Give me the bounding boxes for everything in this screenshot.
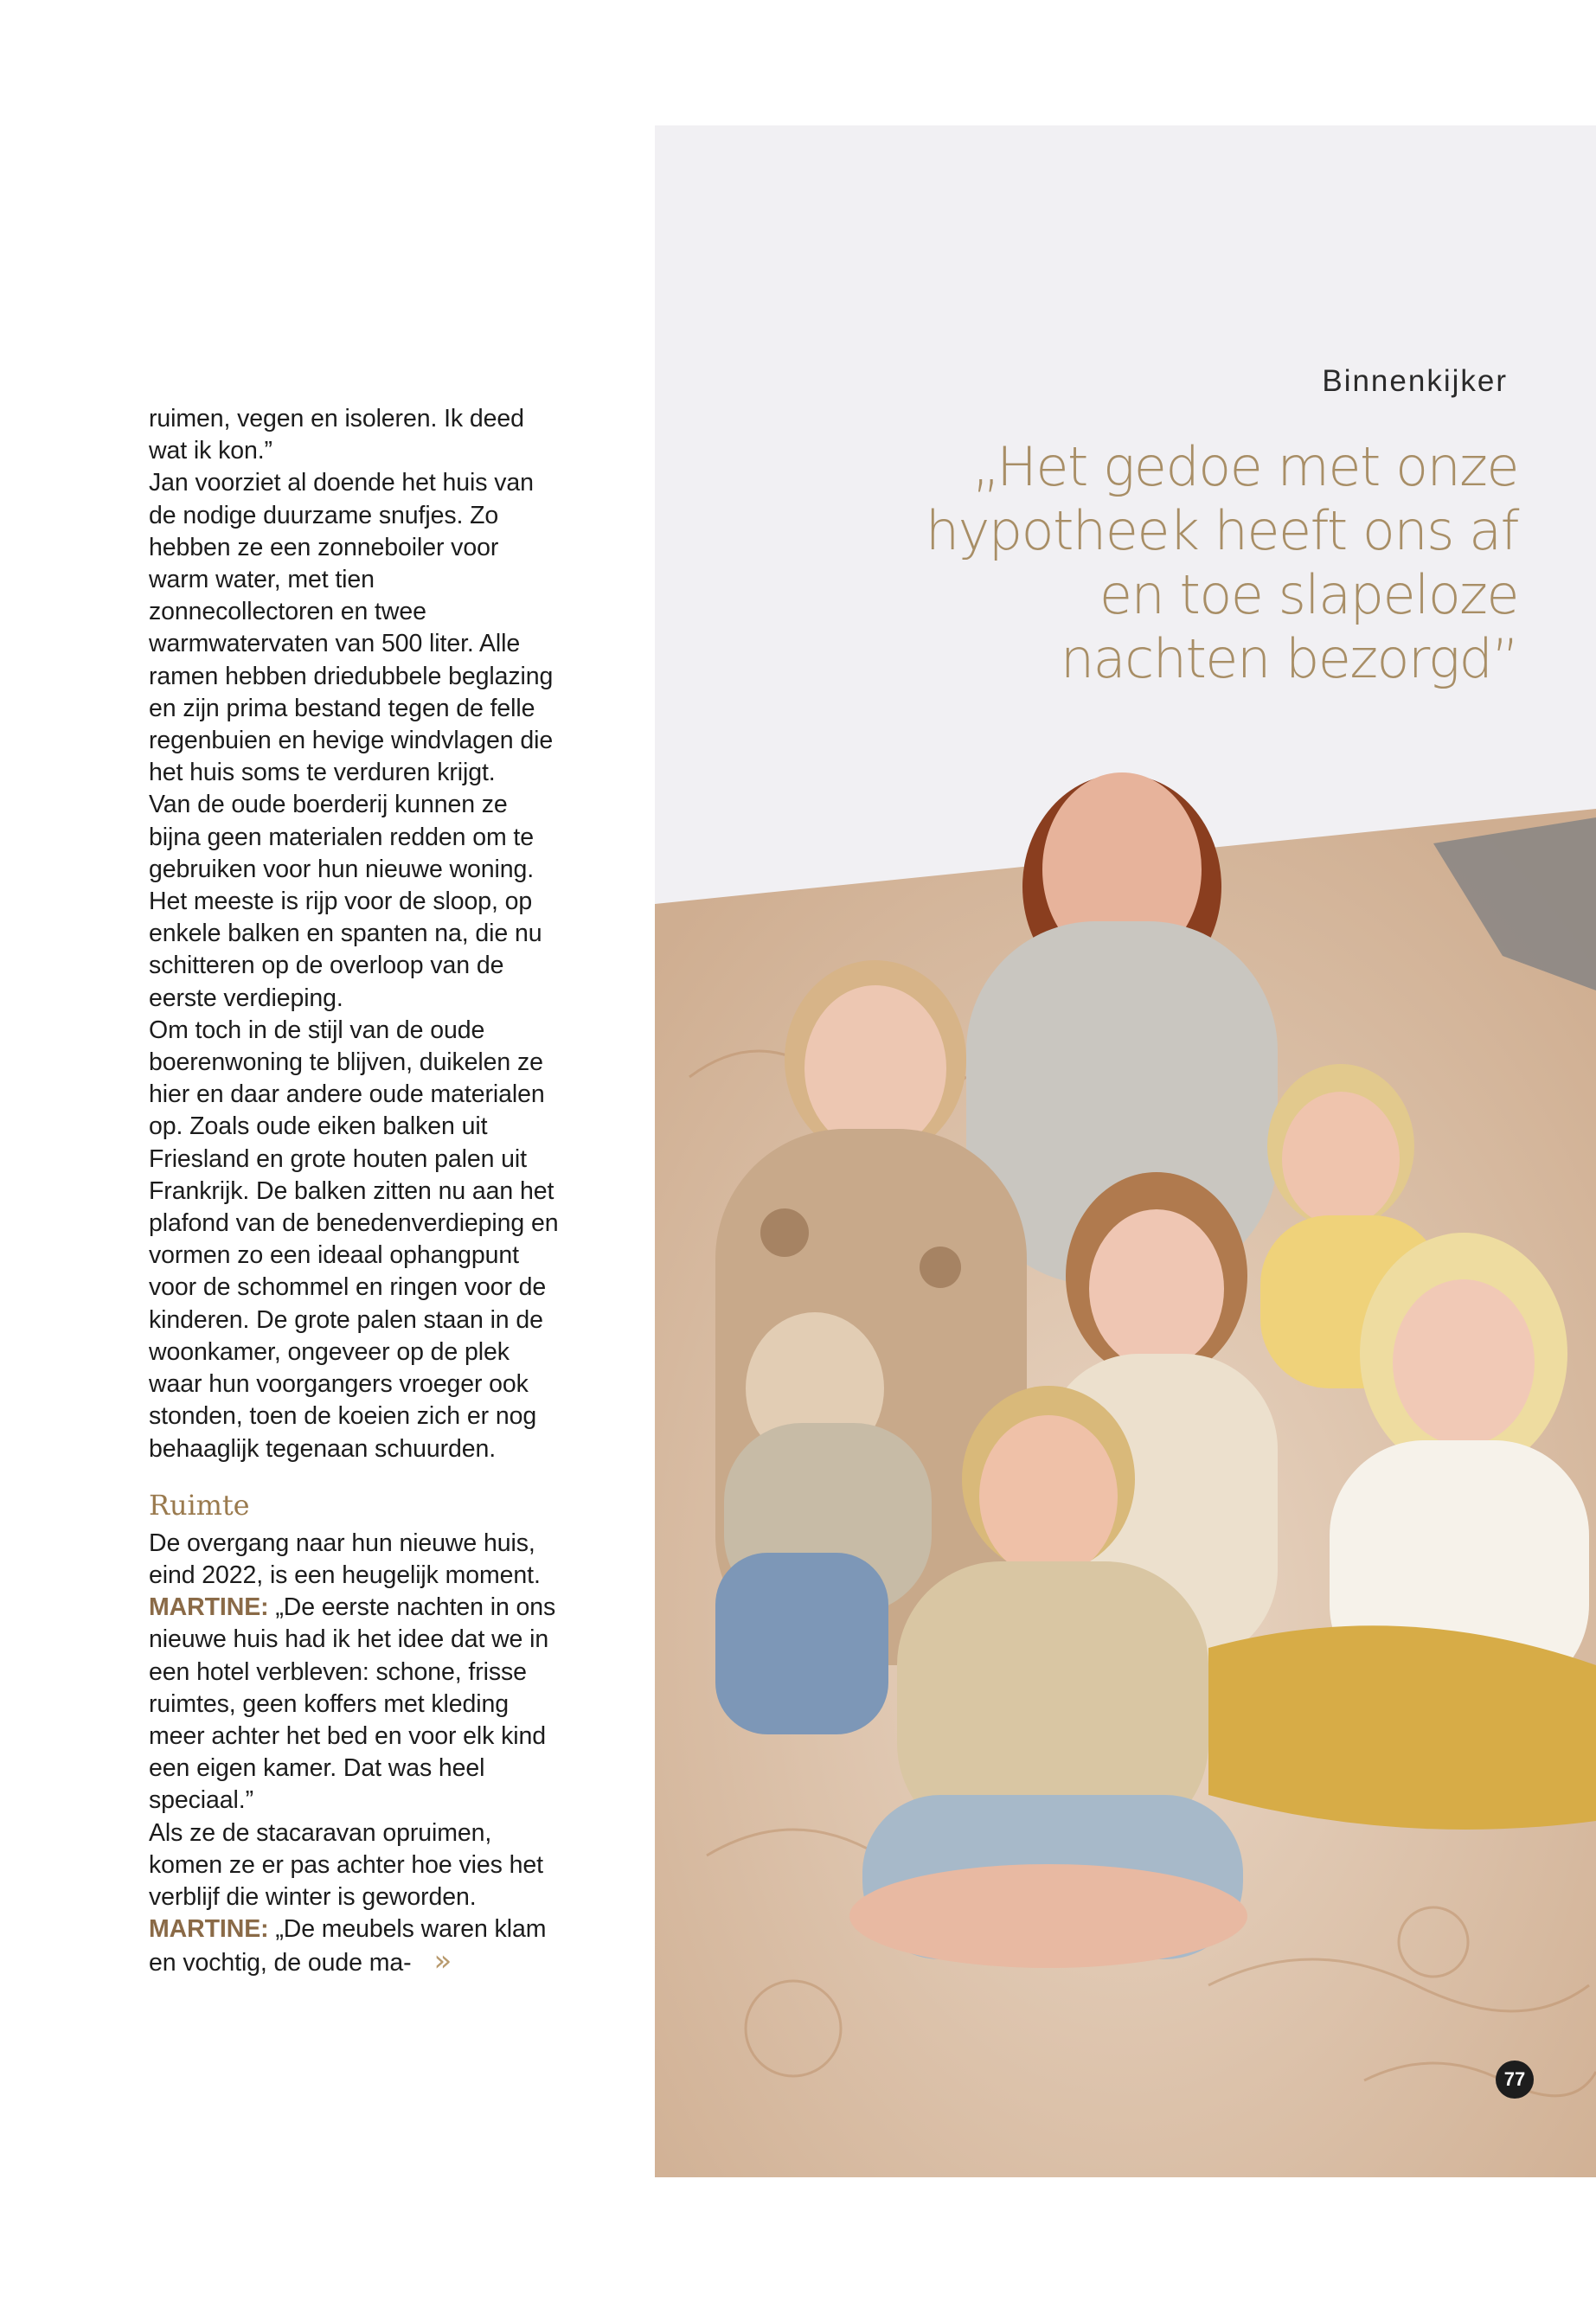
continue-arrow-icon: »: [433, 1944, 452, 1979]
speaker-name: MARTINE:: [149, 1915, 269, 1944]
subheading: Ruimte: [149, 1488, 250, 1522]
article-body-column: [149, 403, 564, 1980]
paragraph: Als ze de stacaravan opruimen, komen ze er pas achter hoe vies het verblijf die winter is geworden.: [149, 1818, 543, 1911]
family-photo: [655, 125, 1596, 2177]
family-photo-illustration: [655, 125, 1596, 2177]
paragraph-text: „De meubels waren klam en vochtig, de oude ma-: [149, 1915, 547, 1977]
paragraph-text: „De eerste nachten in ons nieuwe huis had ik het idee dat we in een hotel verbleven: schone, frisse ruimtes, geen koffers met kleding meer achter het bed en voor elk kind een eigen kamer. Dat was heel speciaal.”: [149, 1593, 556, 1815]
paragraph: [149, 1528, 564, 1817]
paragraph-text: De overgang naar hun nieuwe huis, eind 2022, is een heugelijk moment.: [149, 1529, 541, 1589]
speaker-name: MARTINE:: [149, 1593, 269, 1622]
paragraph: Om toch in de stijl van de oude boerenwoning te blijven, duikelen ze hier en daar andere oude materialen op. Zoals oude eiken balken uit Friesland en grote houten palen uit Frankrijk. De balken zitten nu aan het plafond van de benedenverdieping en vormen zo een ideaal ophangpunt voor de schommel en ringen voor de kinderen. De grote palen staan in de woonkamer, ongeveer op de plek waar hun voorgangers vroeger ook stonden, toen de koeien zich er nog behaaglijk tegenaan schuurden.: [149, 1016, 559, 1463]
section-label: Binnenkijker: [1322, 364, 1508, 398]
paragraph: ruimen, vegen en isoleren. Ik deed wat ik kon.”: [149, 405, 524, 465]
pull-quote: „Het gedoe met onze hypotheek heeft ons af en toe slapeloze nachten bezorgd”: [925, 435, 1518, 690]
paragraph: [149, 1913, 564, 1979]
page-number-badge: 77: [1496, 2061, 1534, 2099]
paragraph: Jan voorziet al doende het huis van de nodige duurzame snufjes. Zo hebben ze een zonneboiler voor warm water, met tien zonnecollectoren en twee warmwatervaten van 500 liter. Alle ramen hebben driedubbele beglazing en zijn prima bestand tegen de felle regenbuien en hevige windvlagen die het huis soms te verduren krijgt.: [149, 469, 554, 787]
paragraph: Van de oude boerderij kunnen ze bijna geen materialen redden om te gebruiken voor hun nieuwe woning. Het meeste is rijp voor de sloop, op enkele balken en spanten na, die nu schitteren op de overloop van de eerste verdieping.: [149, 791, 542, 1012]
